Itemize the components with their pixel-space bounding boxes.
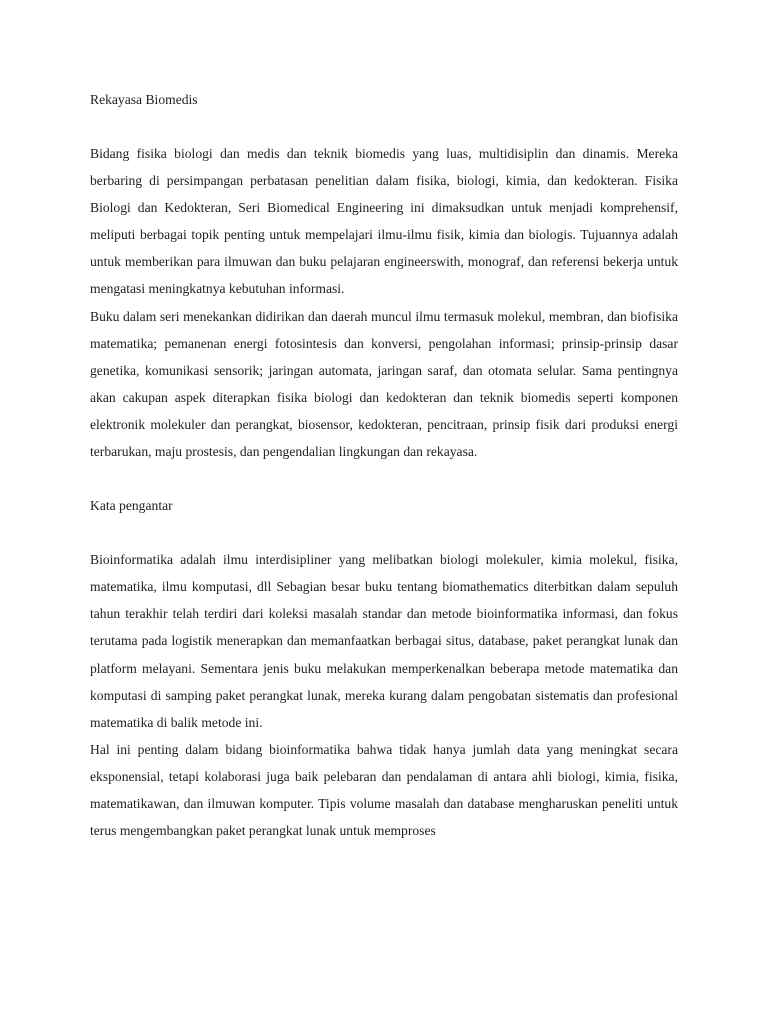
spacer <box>90 465 678 492</box>
paragraph: Hal ini penting dalam bidang bioinformatika bahwa tidak hanya jumlah data yang meningkat secara eksponensial, tetapi kolaborasi juga baik pelebaran dan pendalaman di antara ahli biologi, kimia, fisika, matematikawan, dan ilmuwan komputer. Tipis volume masalah dan database mengharuskan peneliti untuk terus mengembangkan paket perangkat lunak untuk memproses <box>90 741 678 839</box>
document-page <box>90 86 678 844</box>
paragraph: Bidang fisika biologi dan medis dan teknik biomedis yang luas, multidisiplin dan dinamis. Mereka berbaring di persimpangan perbatasan penelitian dalam fisika, biologi, kimia, dan kedokteran. Fisika Biologi dan Kedokteran, Seri Biomedical Engineering ini dimaksudkan untuk menjadi komprehensif, meliputi berbagai topik penting untuk mempelajari ilmu-ilmu fisik, kimia dan biologis. Tujuannya adalah untuk memberikan para ilmuwan dan buku pelajaran engineerswith, monograf, dan referensi bekerja untuk mengatasi meningkatnya kebutuhan informasi. <box>90 146 678 297</box>
paragraph: Buku dalam seri menekankan didirikan dan daerah muncul ilmu termasuk molekul, membran, dan biofisika matematika; pemanenan energi fotosintesis dan konversi, pengolahan informasi; prinsip-prinsip dasar genetika, komunikasi sensorik; jaringan automata, jaringan saraf, dan otomata selular. Sama pentingnya akan cakupan aspek diterapkan fisika biologi dan kedokteran dan teknik biomedis seperti komponen elektronik molekuler dan perangkat, biosensor, kedokteran, pencitraan, prinsip fisik dari produksi energi terbarukan, maju prostesis, dan pengendalian lingkungan dan rekayasa. <box>90 308 678 460</box>
spacer <box>90 519 678 546</box>
section-heading-kata-pengantar: Kata pengantar <box>90 498 173 514</box>
spacer <box>90 113 678 140</box>
section-heading-rekayasa-biomedis: Rekayasa Biomedis <box>90 92 198 107</box>
paragraph: Bioinformatika adalah ilmu interdisipliner yang melibatkan biologi molekuler, kimia molekul, fisika, matematika, ilmu komputasi, dll Sebagian besar buku tentang biomathematics diterbitkan dalam sepuluh tahun terakhir telah terdiri dari koleksi masalah standar dan metode bioinformatika informasi, dan fokus terutama pada logistik menerapkan dan memanfaatkan berbagai situs, database, paket perangkat lunak dan platform melayani. Sementara jenis buku melakukan memperkenalkan beberapa metode matematika dan komputasi di samping paket perangkat lunak, mereka kurang dalam pengobatan sistematis dan profesional matematika di balik metode ini. <box>90 552 678 730</box>
